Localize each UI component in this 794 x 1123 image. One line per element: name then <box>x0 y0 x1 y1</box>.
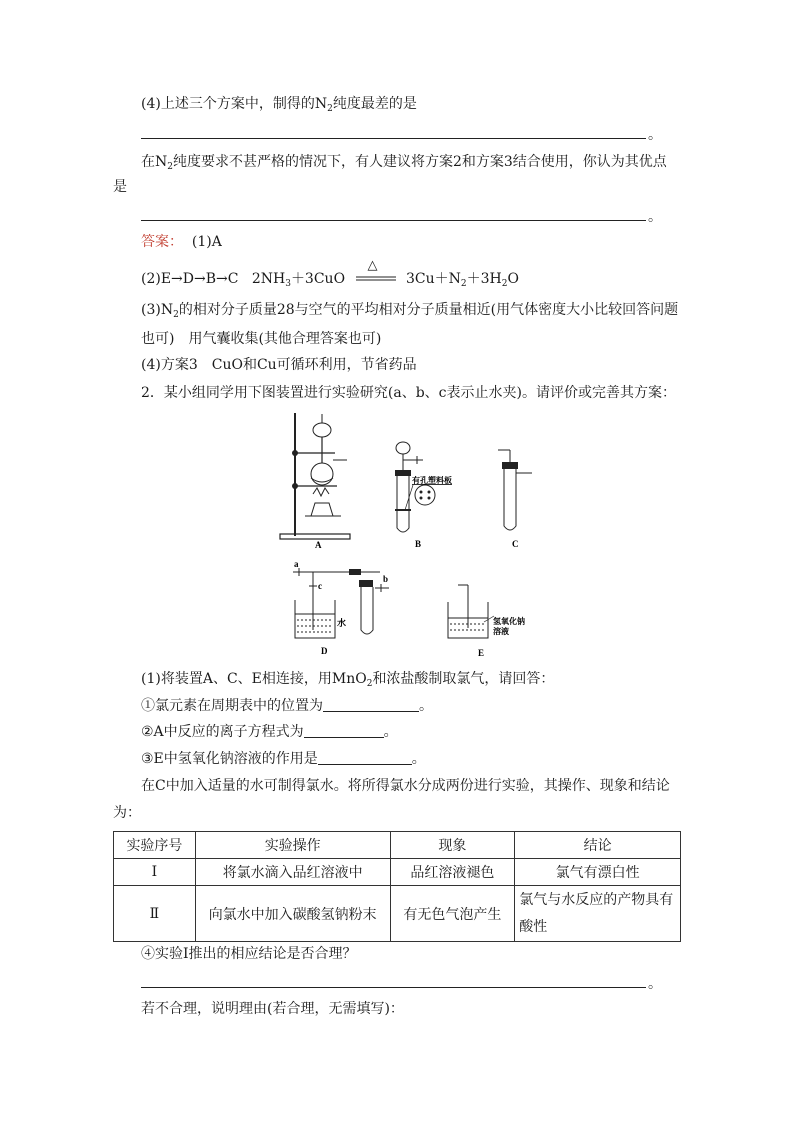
suggestion-line-2: 是 <box>113 179 127 195</box>
figure-label-d: D <box>321 646 328 656</box>
item-2 <box>141 722 398 742</box>
table-cell: 向氯水中加入碳酸氢钠粉末 <box>195 886 390 942</box>
suggestion-line-1 <box>141 152 667 177</box>
figure-label-c: C <box>512 539 519 549</box>
period: 。 <box>648 127 662 143</box>
question-2-stem: 2．某小组同学用下图装置进行实验研究(a、b、c表示止水夹)。请评价或完善其方案： <box>141 385 676 401</box>
answer-label: 答案： <box>141 234 183 250</box>
table-row <box>114 886 681 942</box>
naoh-label-1: 氢氧化钠 <box>493 617 525 626</box>
table-header: 现象 <box>390 832 515 859</box>
item-2-text: ②A中反应的离子方程式为 <box>141 724 304 740</box>
answer-1-text: (1)A <box>191 234 222 250</box>
figure-label-e: E <box>478 648 485 658</box>
naoh-label-2: 溶液 <box>493 627 509 636</box>
paragraph-line-2: 为： <box>113 805 141 821</box>
q4-text-end: 纯度最差的是 <box>332 96 417 112</box>
item-1-text: ①氯元素在周期表中的位置为 <box>141 698 323 714</box>
valve-b-label: b <box>383 574 389 584</box>
period: 。 <box>411 751 426 767</box>
subscript: 3 <box>285 279 291 289</box>
blank-item-3[interactable] <box>318 750 412 765</box>
item-1 <box>141 696 433 716</box>
period: 。 <box>648 209 662 225</box>
suggest-text: 在N <box>141 154 168 170</box>
item-4: ④实验Ⅰ推出的相应结论是否合理？ <box>141 946 357 962</box>
answer-4: (4)方案3 CuO和Cu可循环利用，节省药品 <box>141 357 417 373</box>
table-cell: Ⅱ <box>114 886 196 942</box>
table-cell: 有无色气泡产生 <box>390 886 515 942</box>
question-4 <box>141 94 417 119</box>
answer-blank-1[interactable] <box>141 138 646 139</box>
equal-sign-icon <box>356 267 396 287</box>
answer-2-order: (2)E→D→B→C <box>141 271 239 287</box>
answer-3-line-2: 也可) 用气囊收集(其他合理答案也可) <box>141 331 382 347</box>
experiment-table <box>113 831 681 942</box>
paragraph-line-1: 在C中加入适量的水可制得氯水。将所得氯水分成两份进行实验，其操作、现象和结论 <box>141 778 670 794</box>
apparatus-b <box>385 440 465 550</box>
valve-a-label: a <box>294 560 299 569</box>
subscript: 2 <box>173 310 179 320</box>
valve-c-label: c <box>318 581 322 591</box>
equation-right-end: O <box>507 271 519 287</box>
a3-text-end: 的相对分子质量28与空气的平均相对分子质量相近(用气体密度大小比较回答问题 <box>178 302 679 318</box>
answer-1 <box>141 232 222 252</box>
figure-label-b: B <box>415 539 422 549</box>
final-prompt: 若不合理，说明理由(若合理，无需填写)： <box>141 1001 404 1017</box>
subscript: 2 <box>327 104 333 114</box>
equation-right-mid: ＋3H <box>466 271 502 287</box>
subscript: 2 <box>460 279 467 289</box>
figure-label-a: A <box>315 540 322 550</box>
table-cell: 氯气与水反应的产物具有酸性 <box>515 886 681 942</box>
water-label: 水 <box>337 618 347 628</box>
period: 。 <box>383 724 398 740</box>
answer-blank-4[interactable] <box>141 987 646 988</box>
apparatus-a <box>275 408 365 553</box>
answer-blank-2[interactable] <box>141 220 646 221</box>
item-3 <box>141 749 426 769</box>
equation-left: 2NH <box>251 271 286 287</box>
table-row <box>114 859 681 886</box>
subscript: 2 <box>501 279 508 289</box>
table-cell: 将氯水滴入品红溶液中 <box>195 859 390 886</box>
item-3-text: ③E中氢氧化钠溶液的作用是 <box>141 751 318 767</box>
a3-text: (3)N <box>141 302 174 318</box>
table-header: 实验操作 <box>195 832 390 859</box>
blank-item-1[interactable] <box>323 697 419 712</box>
part-1-intro <box>141 669 554 694</box>
table-header: 结论 <box>515 832 681 859</box>
answer-2 <box>141 258 519 294</box>
apparatus-d <box>285 560 400 660</box>
table-cell: 氯气有漂白性 <box>515 859 681 886</box>
subscript: 2 <box>167 162 173 172</box>
table-header: 实验序号 <box>114 832 196 859</box>
period: 。 <box>648 976 662 992</box>
blank-item-2[interactable] <box>304 723 384 738</box>
p1-text: (1)将装置A、C、E相连接，用MnO <box>141 671 367 687</box>
equation-left-end: ＋3CuO <box>290 271 346 287</box>
heat-symbol: △ <box>367 258 378 273</box>
subscript: 2 <box>366 679 373 689</box>
equation-right: 3Cu＋N <box>405 271 461 287</box>
suggest-text-end: 纯度要求不甚严格的情况下，有人建议将方案2和方案3结合使用，你认为其优点 <box>172 154 667 170</box>
table-cell: Ⅰ <box>114 859 196 886</box>
period: 。 <box>419 698 433 714</box>
q4-text: (4)上述三个方案中，制得的N <box>141 96 328 112</box>
apparatus-c <box>490 448 550 550</box>
heating-condition <box>356 258 396 287</box>
table-cell: 品红溶液褪色 <box>390 859 515 886</box>
table-header-row <box>114 832 681 859</box>
p1-text-end: 和浓盐酸制取氯气，请回答： <box>372 671 555 687</box>
apparatus-e <box>440 580 540 660</box>
perforated-plate-label: 有孔塑料板 <box>412 476 452 485</box>
answer-3-line-1 <box>141 300 678 325</box>
